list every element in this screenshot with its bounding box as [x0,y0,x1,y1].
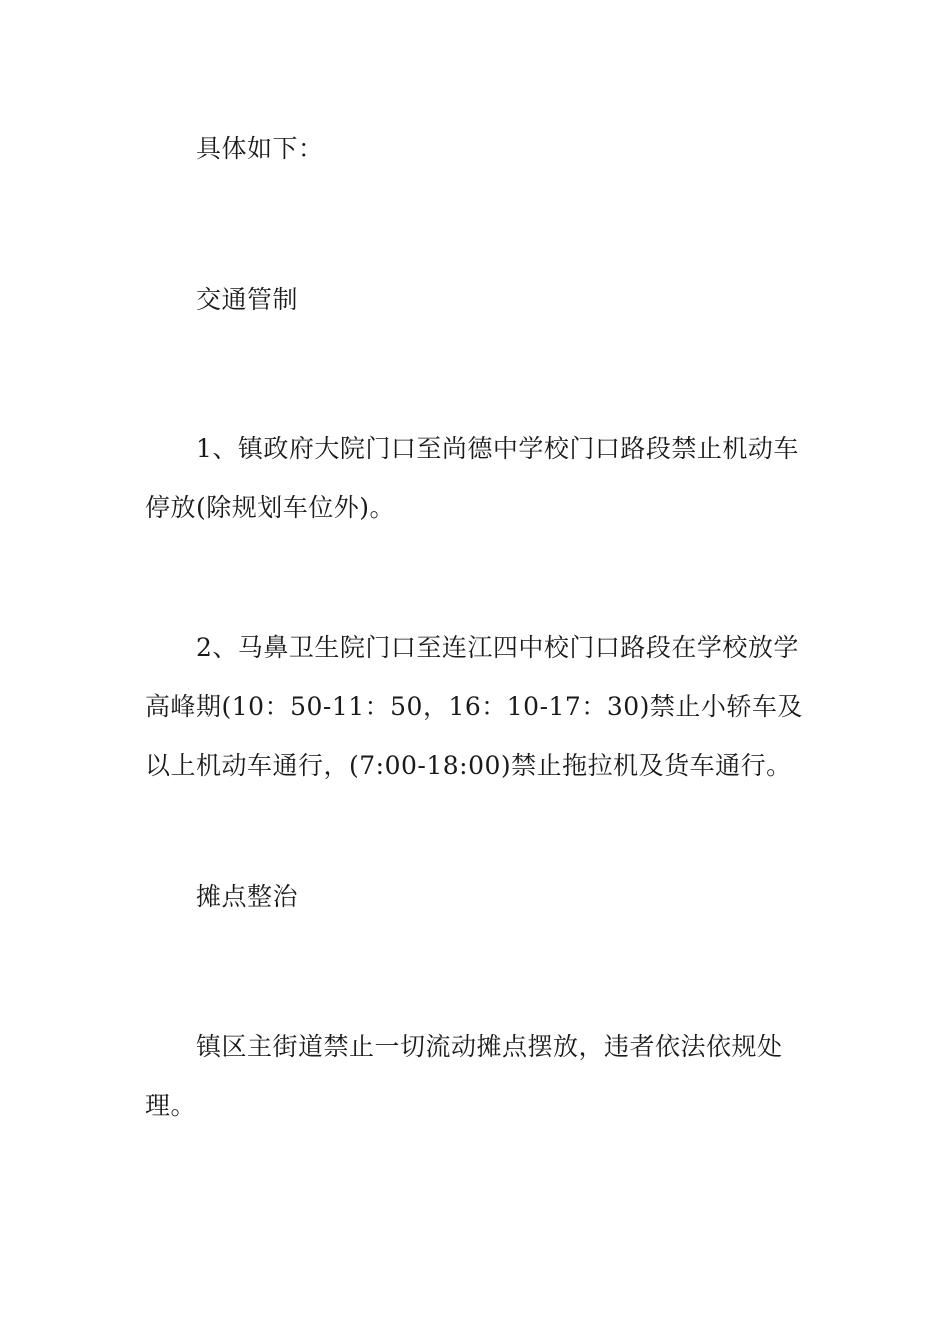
stall-rule: 镇区主街道禁止一切流动摊点摆放，违者依法依规处理。 [145,1032,783,1120]
section-heading-traffic-control: 交通管制 [196,285,299,314]
traffic-rule-2: 2、马鼻卫生院门口至连江四中校门口路段在学校放学高峰期(10：50-11：50，16：10-17：30)禁止小轿车及以上机动车通行，(7:00-18:00)禁止拖拉机及货车通行。 [145,633,803,780]
traffic-rule-1: 1、镇政府大院门口至尚德中学校门口路段禁止机动车停放(除规划车位外)。 [145,434,799,522]
section-heading-stall-regulation: 摊点整治 [196,882,299,911]
intro-line: 具体如下： [196,134,324,163]
